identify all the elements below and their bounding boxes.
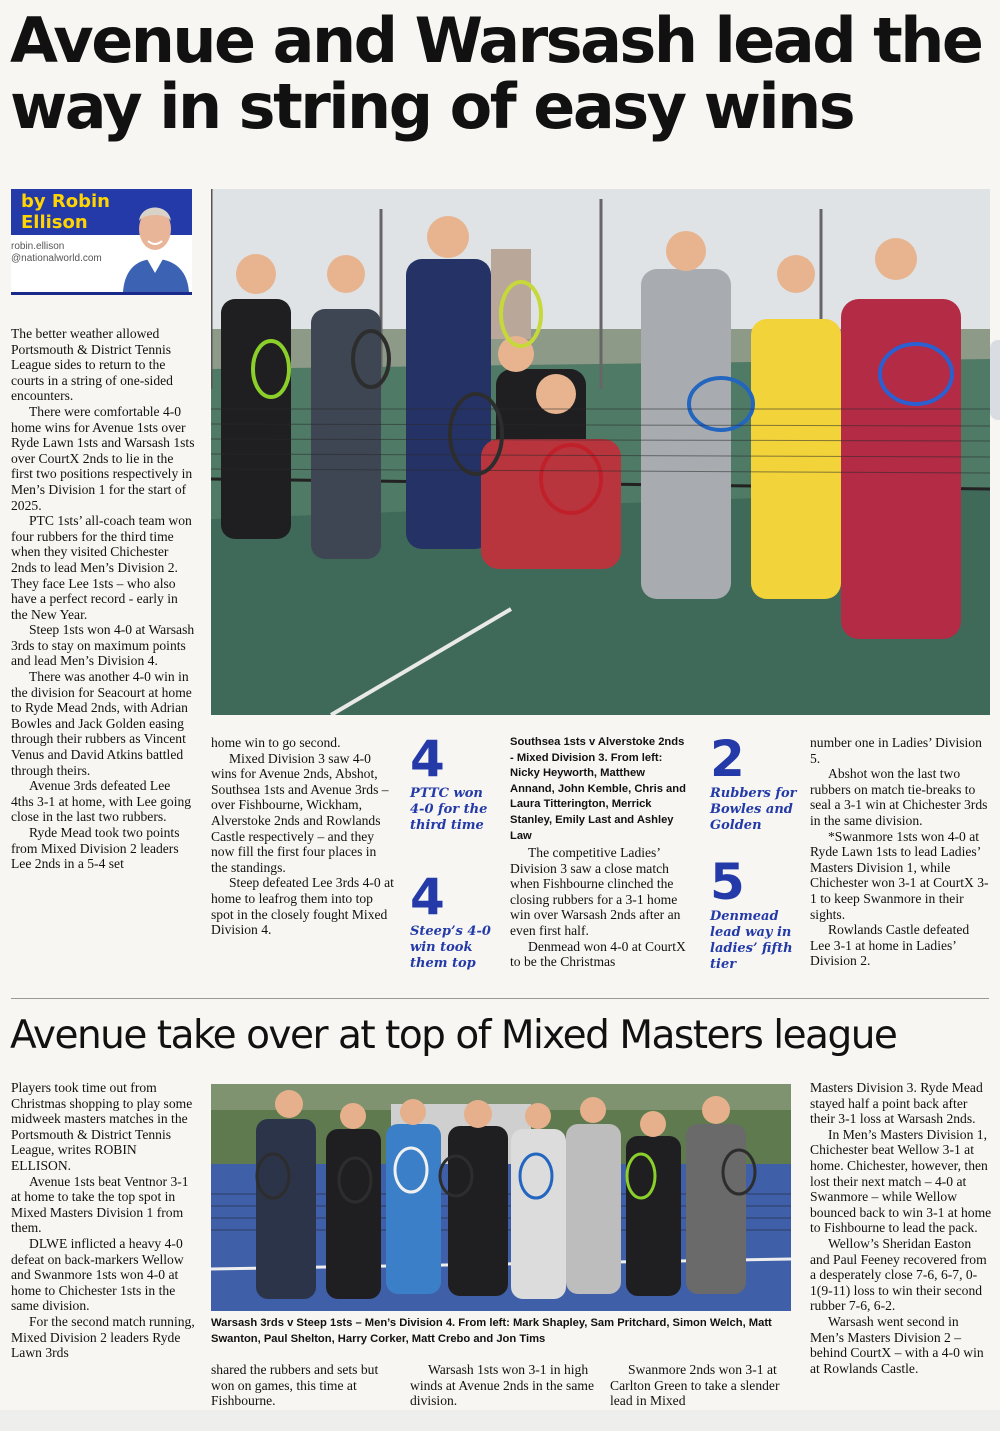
paragraph: The better weather allowed Portsmouth & District Tennis League sides to return to the courts in a string of one-sided encounters.	[11, 326, 173, 404]
author-headshot	[119, 189, 192, 292]
paragraph: Avenue 3rds defeated Lee 4ths 3-1 at home, with Lee going close in the last two rubbers.	[11, 778, 192, 825]
photo-caption-1: Southsea 1sts v Alverstoke 2nds - Mixed Division 3. From left: Nicky Heyworth, Matthew Annand, John Kemble, Chris and Laura Titterington, Merrick Stanley, Emily Last and Ashley Law	[510, 736, 686, 842]
article-headline: Avenue and Warsash lead the way in string of easy wins	[10, 4, 982, 143]
paragraph: Mixed Division 3 saw 4-0 wins for Avenue 2nds, Abshot, Southsea 1sts and Avenue 3rds – over Fishbourne, Wickham, Alverstoke 2nds and Rowlands Castle respectively – and they now fill the first four places in the standings.	[211, 750, 389, 875]
fact-box-steep	[410, 870, 500, 972]
fact-number: 4	[410, 868, 445, 926]
byline-contact	[11, 241, 121, 265]
paragraph: PTC 1sts’ all-coach team won four rubbers for the third time when they visited Chichester 2nds to lead Men’s Division 2. They face Lee 1sts – who also have a perfect record - early in the New Year.	[11, 513, 192, 622]
article1-column-4	[510, 845, 690, 970]
paragraph: Masters Division 3. Ryde Mead stayed half a point back after their 3-1 loss at Warsash 2nds.	[810, 1080, 983, 1127]
paragraph: There was another 4-0 win in the division for Seacourt at home to Ryde Mead 2nds, with Adrian Bowles and Jack Golden easing through their rubbers as Vincent Venus and David Atkins battled through theirs.	[11, 669, 192, 778]
article2-column-2	[211, 1362, 396, 1409]
paragraph: Ryde Mead took two points from Mixed Division 2 leaders Lee 2nds in a 5-4 set	[11, 825, 180, 872]
article2-column-5	[810, 1080, 992, 1376]
fact-number: 2	[710, 730, 745, 788]
paragraph: In Men’s Masters Division 1, Chichester beat Wellow 3-1 at home. Chichester, however, then lost their next match – 4-0 at Swanmore – while Wellow bounced back to win 3-1 at home to Fishbourne to lead the pack.	[810, 1126, 992, 1236]
paragraph: *Swanmore 1sts won 4-0 at Ryde Lawn 1sts to lead Ladies’ Masters Division 1, while Chichester won 3-1 at CourtX 3-1 to keep Swanmore in their sights.	[810, 828, 989, 922]
fact-box-pttc	[410, 732, 500, 834]
paragraph: Avenue 1sts beat Ventnor 3-1 at home to take the top spot in Mixed Masters Division 1 from them.	[11, 1173, 189, 1236]
byline-email-line1: robin.ellison	[11, 241, 65, 252]
paragraph: number one in Ladies’ Division 5.	[810, 735, 982, 766]
fact-text: Rubbers for Bowles and Golden	[710, 786, 797, 833]
article1-column-6	[810, 735, 992, 969]
fact-text: Steep’s 4-0 win took them top	[410, 924, 491, 971]
fact-number: 5	[710, 853, 745, 911]
paragraph: Steep 1sts won 4-0 at Warsash 3rds to stay on maximum points and lead Men’s Division 4.	[11, 622, 195, 669]
team-photo-warsash-steep	[211, 1084, 791, 1311]
byline-name: by Robin Ellison	[21, 191, 110, 233]
article1-column-1	[11, 326, 196, 872]
fact-box-bowles-golden	[710, 732, 800, 834]
paragraph: Denmead won 4-0 at CourtX to be the Christmas	[510, 938, 686, 970]
fact-number: 4	[410, 730, 445, 788]
byline-box	[11, 189, 192, 295]
article-divider	[11, 998, 989, 999]
article1-column-2	[211, 735, 396, 938]
paragraph: Rowlands Castle defeated Lee 3-1 at home in Ladies’ Division 2.	[810, 922, 970, 969]
bottom-bar	[0, 1410, 1000, 1431]
paragraph: The competitive Ladies’ Division 3 saw a close match when Fishbourne clinched the closing rubbers for a 3-1 home win over Warsash 2nds after an even first half.	[510, 845, 681, 938]
fact-text: Denmead lead way in ladies’ fifth tier	[710, 909, 793, 972]
fact-box-denmead	[710, 855, 800, 973]
article2-headline: Avenue take over at top of Mixed Masters league	[10, 1013, 897, 1058]
paragraph: Wellow’s Sheridan Easton and Paul Feeney recovered from a desperately close 7-6, 6-7, 0-1(9-11) loss to win their second rubber 7-6, 6-2.	[810, 1235, 987, 1314]
fact-text: PTTC won 4-0 for the third time	[410, 786, 488, 833]
photo-caption-2: Warsash 3rds v Steep 1sts – Men’s Division 4. From left: Mark Shapley, Sam Pritchard, Simon Welch, Matt Swanton, Paul Shelton, Harry Corker, Matt Crebo and Jon Tims	[211, 1317, 772, 1345]
paragraph: For the second match running, Mixed Division 2 leaders Ryde Lawn 3rds	[11, 1313, 195, 1361]
paragraph: DLWE inflicted a heavy 4-0 defeat on back-markers Wellow and Swanmore 1sts won 4-0 at home to Chichester 1sts in the same division.	[11, 1235, 184, 1314]
paragraph: Swanmore 2nds won 3-1 at Carlton Green to take a slender lead in Mixed	[610, 1362, 780, 1409]
paragraph: home win to go second.	[211, 735, 341, 750]
paragraph: Steep defeated Lee 3rds 4-0 at home to leafrog them into top spot in the closely fought Mixed Division 4.	[211, 875, 394, 938]
paragraph: Warsash went second in Men’s Masters Division 2 – behind CourtX – with a 4-0 win at Rowlands Castle.	[810, 1313, 984, 1376]
paragraph: Abshot won the last two rubbers on match tie-breaks to seal a 3-1 win at Chichester 3rds in the same division.	[810, 766, 988, 828]
team-photo-southsea-alverstoke	[211, 189, 990, 715]
byline-email-line2: @nationalworld.com	[11, 253, 102, 264]
scroll-handle[interactable]	[990, 340, 1000, 420]
paragraph: There were comfortable 4-0 home wins for Avenue 1sts over Ryde Lawn 1sts and Warsash 1sts over CourtX 2nds to lie in the first two positions respectively in Men’s Division 1 for the start of 2025.	[11, 403, 195, 513]
article2-column-1	[11, 1080, 196, 1361]
paragraph: Warsash 1sts won 3-1 in high winds at Avenue 2nds in the same division.	[410, 1362, 594, 1409]
article2-column-4	[610, 1362, 795, 1409]
paragraph: Players took time out from Christmas shopping to play some midweek masters matches in the Portsmouth & District Tennis League, writes ROBIN ELLISON.	[11, 1080, 193, 1173]
article2-column-3	[410, 1362, 595, 1409]
paragraph: shared the rubbers and sets but won on games, this time at Fishbourne.	[211, 1362, 379, 1409]
